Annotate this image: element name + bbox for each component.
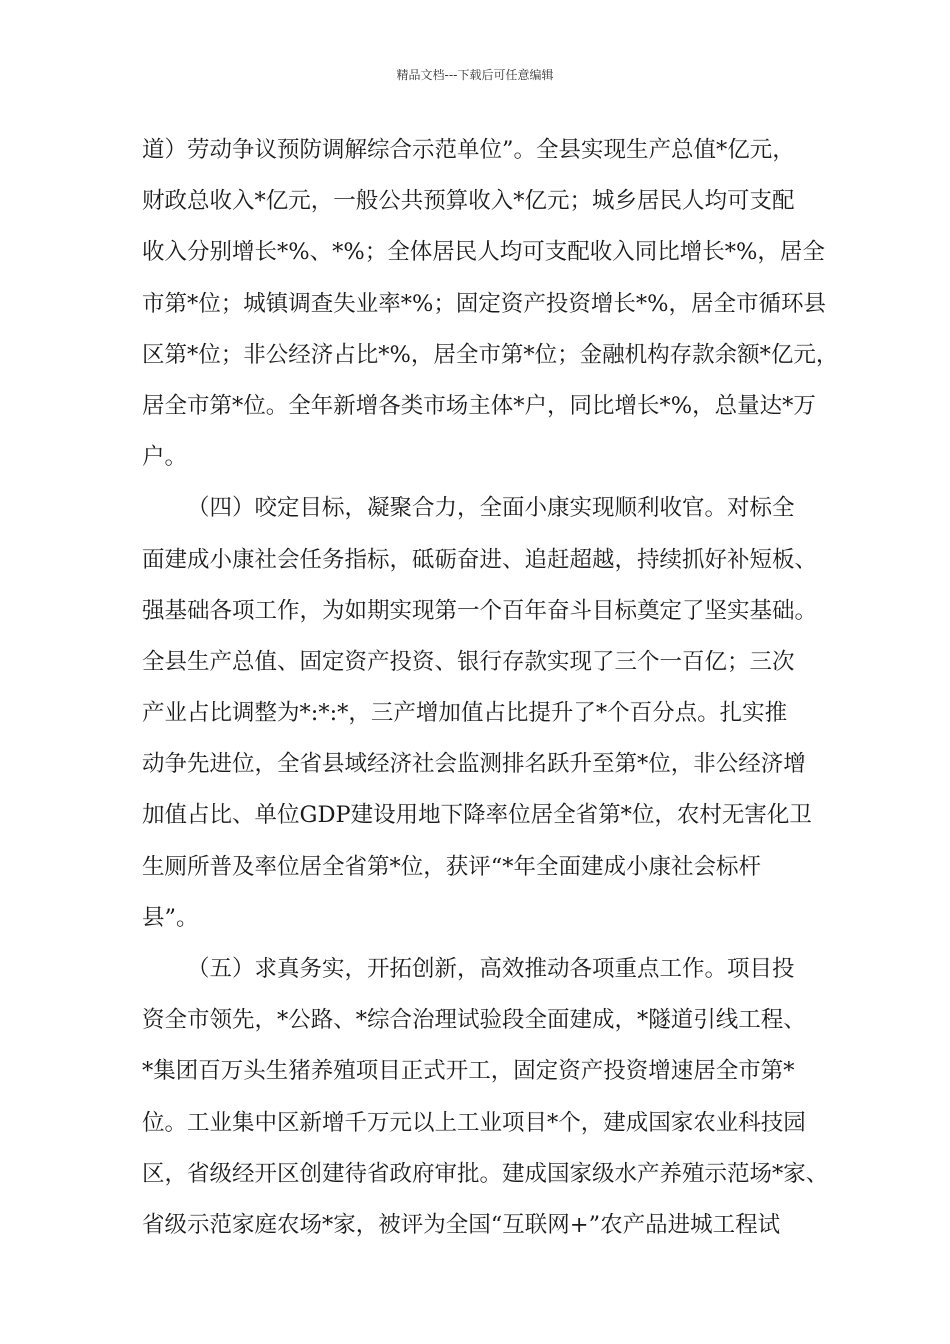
text-line: 市第*位；城镇调查失业率*%；固定资产投资增长*%，居全市循环县 (142, 290, 827, 317)
body-text (142, 125, 839, 1251)
text-line: 区，省级经开区创建待省政府审批。建成国家级水产养殖示范场*家、 (142, 1160, 829, 1187)
text-line: 收入分别增长*%、*%；全体居民人均可支配收入同比增长*%，居全 (142, 239, 825, 266)
text-line: 位。工业集中区新增千万元以上工业项目*个，建成国家农业科技园 (142, 1109, 806, 1136)
text-line: 加值占比、单位GDP建设用地下降率位居全省第*位，农村无害化卫 (142, 802, 812, 829)
text-line: 产业占比调整为*:*:*，三产增加值占比提升了*个百分点。扎实推 (142, 700, 788, 727)
text-line: 面建成小康社会任务指标，砥砺奋进、追赶超越，持续抓好补短板、 (142, 546, 818, 573)
text-line: 全县生产总值、固定资产投资、银行存款实现了三个一百亿；三次 (142, 648, 795, 675)
text-line: 动争先进位，全省县域经济社会监测排名跃升至第*位，非公经济增 (142, 751, 806, 778)
text-line: 强基础各项工作，为如期实现第一个百年奋斗目标奠定了坚实基础。 (142, 597, 818, 624)
text-line: 县”。 (142, 904, 199, 931)
text-line: 户。 (142, 444, 188, 471)
text-line: 道）劳动争议预防调解综合示范单位”。全县实现生产总值*亿元， (142, 137, 795, 163)
paragraph-5-heading-line: （五）求真务实，开拓创新，高效推动各项重点工作。项目投 (187, 956, 795, 982)
text-line: 财政总收入*亿元，一般公共预算收入*亿元；城乡居民人均可支配 (142, 188, 795, 215)
text-line: *集团百万头生猪养殖项目正式开工，固定资产投资增速居全市第* (142, 1058, 795, 1085)
paragraph-4-heading-line: （四）咬定目标，凝聚合力，全面小康实现顺利收官。对标全 (187, 495, 795, 522)
text-line: 区第*位；非公经济占比*%，居全市第*位；金融机构存款余额*亿元， (142, 341, 839, 368)
text-line: 生厕所普及率位居全省第*位，获评“*年全面建成小康社会标杆 (142, 853, 762, 880)
text-line: 居全市第*位。全年新增各类市场主体*户，同比增长*%，总量达*万 (142, 392, 816, 419)
text-line: 省级示范家庭农场*家，被评为全国“互联网+”农产品进城工程试 (142, 1211, 781, 1238)
page-header: 精品文档---下载后可任意编辑 (396, 68, 554, 82)
text-line: 资全市领先，*公路、*综合治理试验段全面建成，*隧道引线工程、 (142, 1007, 806, 1034)
